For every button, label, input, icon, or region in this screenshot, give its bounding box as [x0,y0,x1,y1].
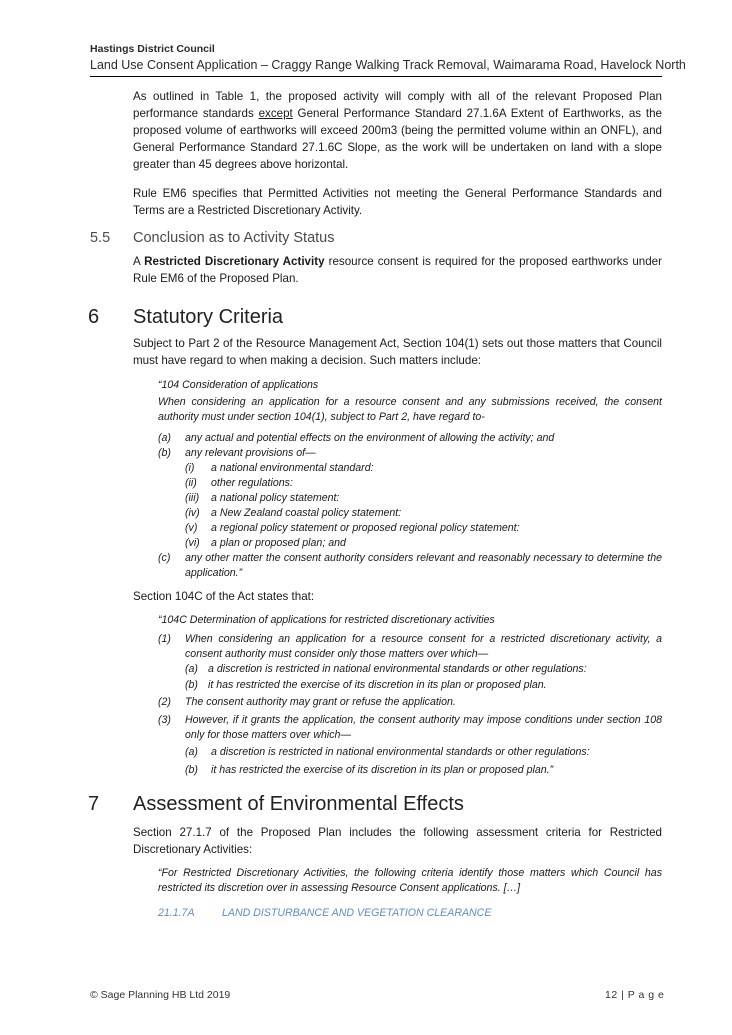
quote-104-subitem-label: (iv) [185,507,200,519]
quote-104c-subitem-label: (a) [185,746,198,758]
quote-104-item-label: (a) [158,432,171,444]
quote-104-para: When considering an application for a resource consent and any submissions received, the consent authority must under section 104(1), subject to Part 2, have regard to- [158,396,662,424]
section-5-5-number: 5.5 [90,230,111,246]
quote-104c-subitem-text: a discretion is restricted in national environmental standards or other regulations: [208,663,587,675]
header-rule [90,76,662,77]
quote-104c-subitem-text: a discretion is restricted in national environmental standards or other regulations: [211,746,590,758]
section-5-5-text: A Restricted Discretionary Activity resource consent is required for the proposed earthworks under Rule EM6 of the Proposed Plan. [133,255,662,285]
quote-104-subitem-text: a plan or proposed plan; and [211,537,346,549]
quote-104-subitem-text: a national environmental standard: [211,462,374,474]
quote-104-item-label: (b) [158,447,171,459]
quote-104-subitem-label: (iii) [185,492,200,504]
quote-104-subitem-label: (ii) [185,477,197,489]
quote-104-subitem-text: other regulations: [211,477,293,489]
quote-104c-item-label: (1) [158,633,171,645]
section-6-mid: Section 104C of the Act states that: [133,590,315,603]
quote-104-subitem-label: (vi) [185,537,200,549]
quote-104c-subitem-label: (b) [185,679,198,691]
intro-paragraph-2: Rule EM6 specifies that Permitted Activities not meeting the General Performance Standards and Terms are a Restricted Discretionary Activity. [133,187,662,217]
quote-104c-subitem-label: (a) [185,663,198,675]
section-7-sub-title: LAND DISTURBANCE AND VEGETATION CLEARANCE [222,907,492,919]
quote-104c-item-label: (2) [158,696,171,708]
section-6-title: Statutory Criteria [133,306,284,328]
section-5-5-title: Conclusion as to Activity Status [133,230,335,246]
quote-104c-item-label: (3) [158,714,171,726]
section-7-number: 7 [88,793,100,815]
quote-104c-subitem-label: (b) [185,764,198,776]
quote-104c-subitem-text: it has restricted the exercise of its discretion in its plan or proposed plan. [208,679,547,691]
section-7-title: Assessment of Environmental Effects [133,793,464,815]
quote-104c-item-text: The consent authority may grant or refuse the application. [185,696,456,708]
quote-104-item-text: any relevant provisions of— [185,447,316,459]
quote-104-item-text: any other matter the consent authority considers relevant and reasonably necessary to determine the application.” [185,552,662,580]
section-7-intro: Section 27.1.7 of the Proposed Plan includes the following assessment criteria for Restricted Discretionary Activities: [133,826,662,856]
section-6-intro: Subject to Part 2 of the Resource Management Act, Section 104(1) sets out those matters that Council must have regard to when making a decision. Such matters include: [133,337,662,367]
header-title: Land Use Consent Application – Craggy Range Walking Track Removal, Waimarama Road, Havelock North [90,58,686,72]
quote-104c-subitem-text: it has restricted the exercise of its discretion in its plan or proposed plan.” [211,764,554,776]
quote-104-subitem-text: a regional policy statement or proposed regional policy statement: [211,522,520,534]
quote-104-subitem-label: (v) [185,522,198,534]
quote-104c-item-text: However, if it grants the application, the consent authority may impose conditions under section 108 only for those matters over which— [185,714,662,742]
footer-page-number: 12 | P a g e [605,989,665,1001]
quote-104-subitem-label: (i) [185,462,195,474]
header-organisation: Hastings District Council [90,43,215,55]
section-6-number: 6 [88,306,100,328]
quote-104c-item-text: When considering an application for a resource consent for a restricted discretionary activity, a consent authority must consider only those matters over which— [185,633,662,661]
quote-104-heading: “104 Consideration of applications [158,379,319,391]
quote-104-subitem-text: a New Zealand coastal policy statement: [211,507,402,519]
quote-104-subitem-text: a national policy statement: [211,492,340,504]
quote-104c-heading: “104C Determination of applications for restricted discretionary activities [158,614,495,626]
quote-104-item-label: (c) [158,552,171,564]
quote-104-item-text: any actual and potential effects on the environment of allowing the activity; and [185,432,555,444]
intro-paragraph-1: As outlined in Table 1, the proposed activity will comply with all of the relevant Proposed Plan performance standards except General Performance Standard 27.1.6A Extent of Earthworks, as the proposed volume of earthworks will exceed 200m3 (being the permitted volume within an ONFL), and General Performance Standard 27.1.6C Slope, as the work will be undertaken on land with a slope greater than 45 degrees above horizontal. [133,90,662,171]
section-7-sub-number: 21.1.7A [158,907,195,919]
footer-copyright: © Sage Planning HB Ltd 2019 [90,989,231,1001]
section-7-quote: “For Restricted Discretionary Activities, the following criteria identify those matters which Council has restricted its discretion over in assessing Resource Consent applications. […] [158,867,662,895]
